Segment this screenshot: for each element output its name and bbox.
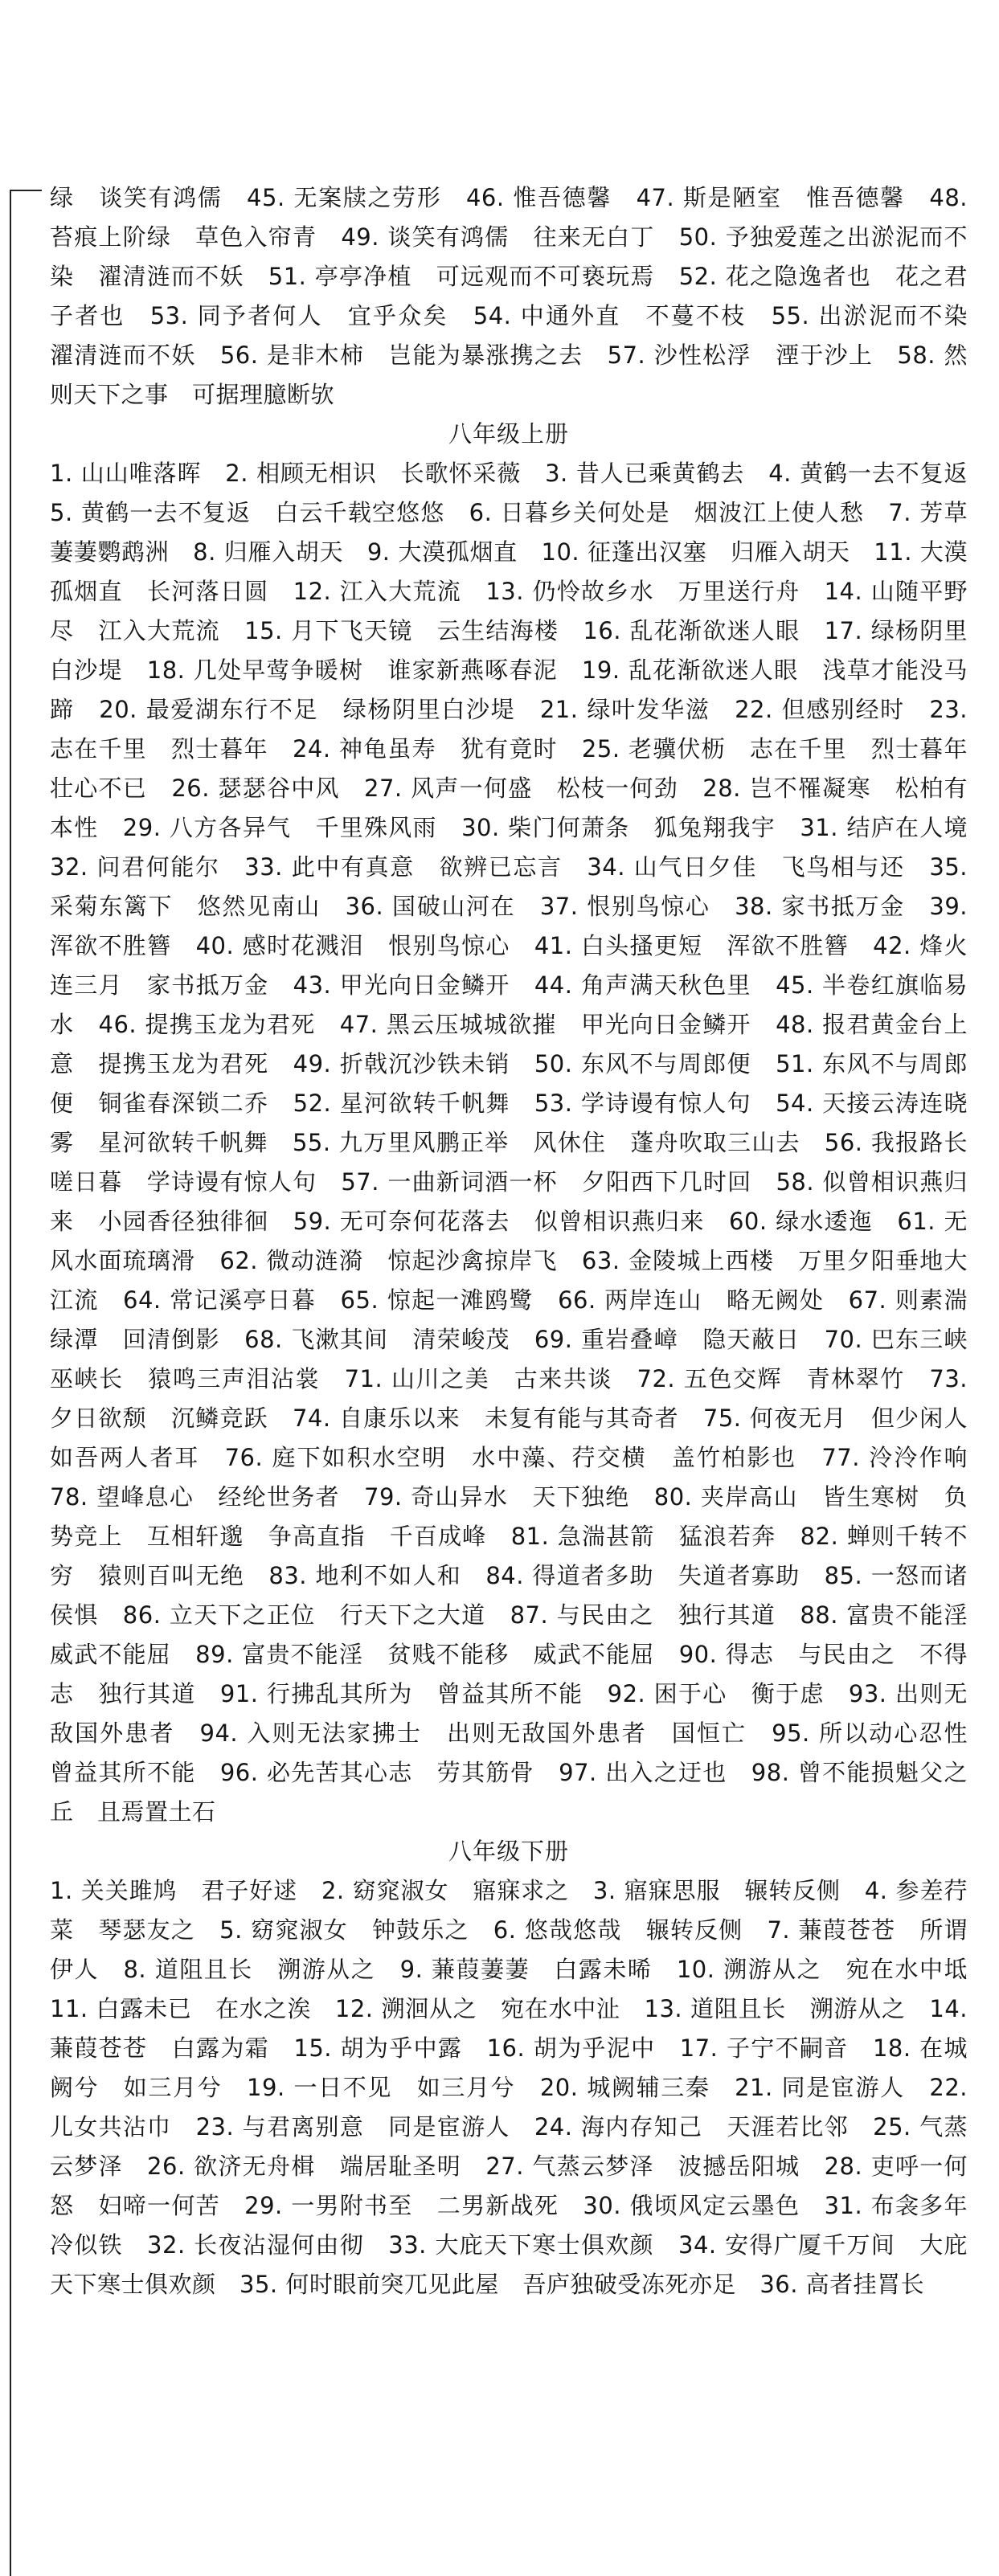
frame-border-left <box>10 190 11 2576</box>
answer-content <box>50 178 992 2304</box>
section-heading-grade8-vol2: 八年级下册 <box>448 1838 569 1865</box>
frame-border-top <box>10 190 42 191</box>
section-heading-grade8-vol1: 八年级上册 <box>448 420 569 448</box>
grade8-vol2-answers: 1. 关关雎鸠 君子好逑 2. 窈窕淑女 寤寐求之 3. 寤寐思服 辗转反侧 4. 参差荇菜 琴瑟友之 5. 窈窕淑女 钟鼓乐之 6. 悠哉悠哉 辗转反侧 7. 蒹葭苍苍 所谓伊人 8. 道阻且长 溯游从之 9. 蒹葭萋萋 白露未晞 10. 溯游从之 宛在水中坻 11. 白露未已 在水之涘 12. 溯洄从之 宛在水中沚 13. 道阻且长 溯游从之 14. 蒹葭苍苍 白露为霜 15. 胡为乎中露 16. 胡为乎泥中 17. 子宁不嗣音 18. 在城阙兮 如三月兮 19. 一日不见 如三月兮 20. 城阙辅三秦 21. 同是宦游人 22. 儿女共沾巾 23. 与君离别意 同是宦游人 24. 海内存知己 天涯若比邻 25. 气蒸云梦泽 26. 欲济无舟楫 端居耻圣明 27. 气蒸云梦泽 波撼岳阳城 28. 吏呼一何怒 妇啼一何苦 29. 一男附书至 二男新战死 30. 俄顷风定云墨色 31. 布衾多年冷似铁 32. 长夜沾湿何由彻 33. 大庇天下寒士俱欢颜 34. 安得广厦千万间 大庇天下寒士俱欢颜 35. 何时眼前突兀见此屋 吾庐独破受冻死亦足 36. 高者挂罥长 <box>50 1877 992 2298</box>
grade7-answers-continued: 绿 谈笑有鸿儒 45. 无案牍之劳形 46. 惟吾德馨 47. 斯是陋室 惟吾德馨 48. 苔痕上阶绿 草色入帘青 49. 谈笑有鸿儒 往来无白丁 50. 予独爱莲之出淤泥而不染 濯清涟而不妖 51. 亭亭净植 可远观而不可亵玩焉 52. 花之隐逸者也 花之君子者也 53. 同予者何人 宜乎众矣 54. 中通外直 不蔓不枝 55. 出淤泥而不染 濯清涟而不妖 56. 是非木柿 岂能为暴涨携之去 57. 沙性松浮 湮于沙上 58. 然则天下之事 可据理臆断欤 <box>50 184 992 408</box>
grade8-vol1-answers: 1. 山山唯落晖 2. 相顾无相识 长歌怀采薇 3. 昔人已乘黄鹤去 4. 黄鹤一去不复返 5. 黄鹤一去不复返 白云千载空悠悠 6. 日暮乡关何处是 烟波江上使人愁 7. 芳草萋萋鹦鹉洲 8. 归雁入胡天 9. 大漠孤烟直 10. 征蓬出汉塞 归雁入胡天 11. 大漠孤烟直 长河落日圆 12. 江入大荒流 13. 仍怜故乡水 万里送行舟 14. 山随平野尽 江入大荒流 15. 月下飞天镜 云生结海楼 16. 乱花渐欲迷人眼 17. 绿杨阴里白沙堤 18. 几处早莺争暖树 谁家新燕啄春泥 19. 乱花渐欲迷人眼 浅草才能没马蹄 20. 最爱湖东行不足 绿杨阴里白沙堤 21. 绿叶发华滋 22. 但感别经时 23. 志在千里 烈士暮年 24. 神龟虽寿 犹有竟时 25. 老骥伏枥 志在千里 烈士暮年 壮心不已 26. 瑟瑟谷中风 27. 风声一何盛 松枝一何劲 28. 岂不罹凝寒 松柏有本性 29. 八方各异气 千里殊风雨 30. 柴门何萧条 狐兔翔我宇 31. 结庐在人境 32. 问君何能尔 33. 此中有真意 欲辨已忘言 34. 山气日夕佳 飞鸟相与还 35. 采菊东篱下 悠然见南山 36. 国破山河在 37. 恨别鸟惊心 38. 家书抵万金 39. 浑欲不胜簪 40. 感时花溅泪 恨别鸟惊心 41. 白头搔更短 浑欲不胜簪 42. 烽火连三月 家书抵万金 43. 甲光向日金鳞开 44. 角声满天秋色里 45. 半卷红旗临易水 46. 提携玉龙为君死 47. 黑云压城城欲摧 甲光向日金鳞开 48. 报君黄金台上意 提携玉龙为君死 49. 折戟沉沙铁未销 50. 东风不与周郎便 51. 东风不与周郎便 铜雀春深锁二乔 52. 星河欲转千帆舞 53. 学诗谩有惊人句 54. 天接云涛连晓雾 星河欲转千帆舞 55. 九万里风鹏正举 风休住 蓬舟吹取三山去 56. 我报路长嗟日暮 学诗谩有惊人句 57. 一曲新词酒一杯 夕阳西下几时回 58. 似曾相识燕归来 小园香径独徘徊 59. 无可奈何花落去 似曾相识燕归来 60. 绿水逶迤 61. 无风水面琉璃滑 62. 微动涟漪 惊起沙禽掠岸飞 63. 金陵城上西楼 万里夕阳垂地大江流 64. 常记溪亭日暮 65. 惊起一滩鸥鹭 66. 两岸连山 略无阙处 67. 则素湍绿潭 回清倒影 68. 飞漱其间 清荣峻茂 69. 重岩叠嶂 隐天蔽日 70. 巴东三峡巫峡长 猿鸣三声泪沾裳 71. 山川之美 古来共谈 72. 五色交辉 青林翠竹 73. 夕日欲颓 沉鳞竞跃 74. 自康乐以来 未复有能与其奇者 75. 何夜无月 但少闲人如吾两人者耳 76. 庭下如积水空明 水中藻、荇交横 盖竹柏影也 77. 泠泠作响 78. 望峰息心 经纶世务者 79. 奇山异水 天下独绝 80. 夹岸高山 皆生寒树 负势竞上 互相轩邈 争高直指 千百成峰 81. 急湍甚箭 猛浪若奔 82. 蝉则千转不穷 猿则百叫无绝 83. 地利不如人和 84. 得道者多助 失道者寡助 85. 一怒而诸侯惧 86. 立天下之正位 行天下之大道 87. 与民由之 独行其道 88. 富贵不能淫 威武不能屈 89. 富贵不能淫 贫贱不能移 威武不能屈 90. 得志 与民由之 不得志 独行其道 91. 行拂乱其所为 曾益其所不能 92. 困于心 衡于虑 93. 出则无敌国外患者 94. 入则无法家拂士 出则无敌国外患者 国恒亡 95. 所以动心忍性 曾益其所不能 96. 必先苦其心志 劳其筋骨 97. 出入之迂也 98. 曾不能损魁父之丘 且焉置土石 <box>50 460 992 1826</box>
